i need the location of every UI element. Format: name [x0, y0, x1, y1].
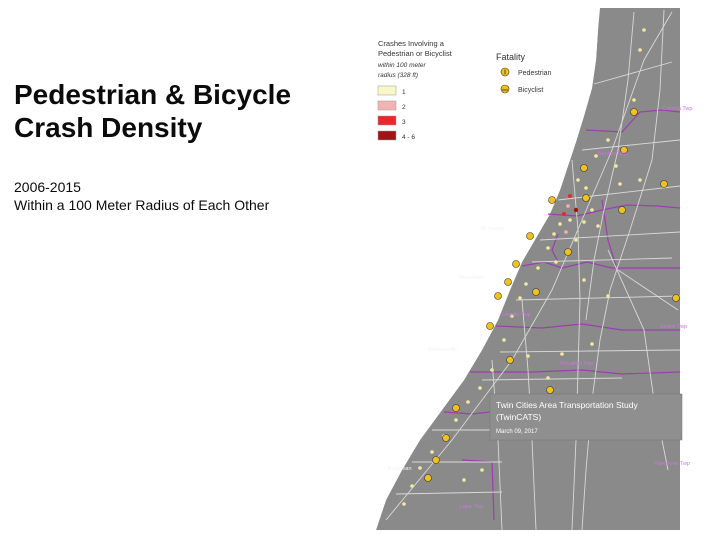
- density-label-4: 4 - 6: [402, 134, 416, 141]
- place-label: Stevensville: [428, 347, 458, 353]
- place-label: Coloma Twp: [662, 106, 693, 112]
- place-label: Benton Twp: [598, 151, 627, 157]
- crash-density-map: [372, 0, 693, 540]
- place-label: Bridgman: [388, 466, 412, 472]
- place-label: Shoreham: [458, 275, 484, 281]
- density-label-3: 3: [402, 119, 406, 126]
- place-label: Royalton Twp: [560, 361, 594, 367]
- place-label: Pipestone Twp: [654, 461, 690, 467]
- pedestrian-icon: [501, 68, 509, 76]
- study-date: March 09, 2017: [496, 429, 538, 435]
- density-swatch-3: [378, 116, 396, 125]
- legend-radius-line-1: within 100 meter: [378, 62, 426, 69]
- study-title-line-2: (TwinCATS): [496, 412, 542, 422]
- slide-title-line-1: Pedestrian & Bicycle: [14, 79, 292, 110]
- fatality-title: Fatality: [496, 52, 526, 62]
- density-swatch-2: [378, 101, 396, 110]
- subtitle-date-range: 2006-2015: [14, 179, 81, 195]
- legend-title-line-2: Pedestrian or Bicyclist: [378, 49, 452, 58]
- map-legend: [374, 34, 570, 148]
- bicyclist-icon: [501, 85, 509, 93]
- density-label-1: 1: [402, 89, 406, 96]
- fatality-label-bicyclist: Bicyclist: [518, 87, 544, 94]
- place-label: St Joseph: [480, 226, 505, 232]
- slide-title-line-2: Crash Density: [14, 112, 203, 143]
- legend-radius-line-2: radius (328 ft): [378, 72, 419, 79]
- density-swatch-1: [378, 86, 396, 95]
- fatality-label-pedestrian: Pedestrian: [518, 70, 552, 77]
- study-info-box: [490, 394, 682, 440]
- place-label: Sodus Twp: [660, 324, 688, 330]
- subtitle-radius-note: Within a 100 Meter Radius of Each Other: [14, 197, 270, 213]
- study-title-line-1: Twin Cities Area Transportation Study: [496, 400, 638, 410]
- place-label: Lincoln Twp: [502, 312, 531, 318]
- density-label-2: 2: [402, 104, 406, 111]
- slide-title: [14, 78, 354, 144]
- density-swatch-4: [378, 131, 396, 140]
- place-label: Lake Twp: [460, 504, 484, 510]
- legend-title-line-1: Crashes Involving a: [378, 39, 444, 48]
- slide-subtitle: [14, 178, 359, 214]
